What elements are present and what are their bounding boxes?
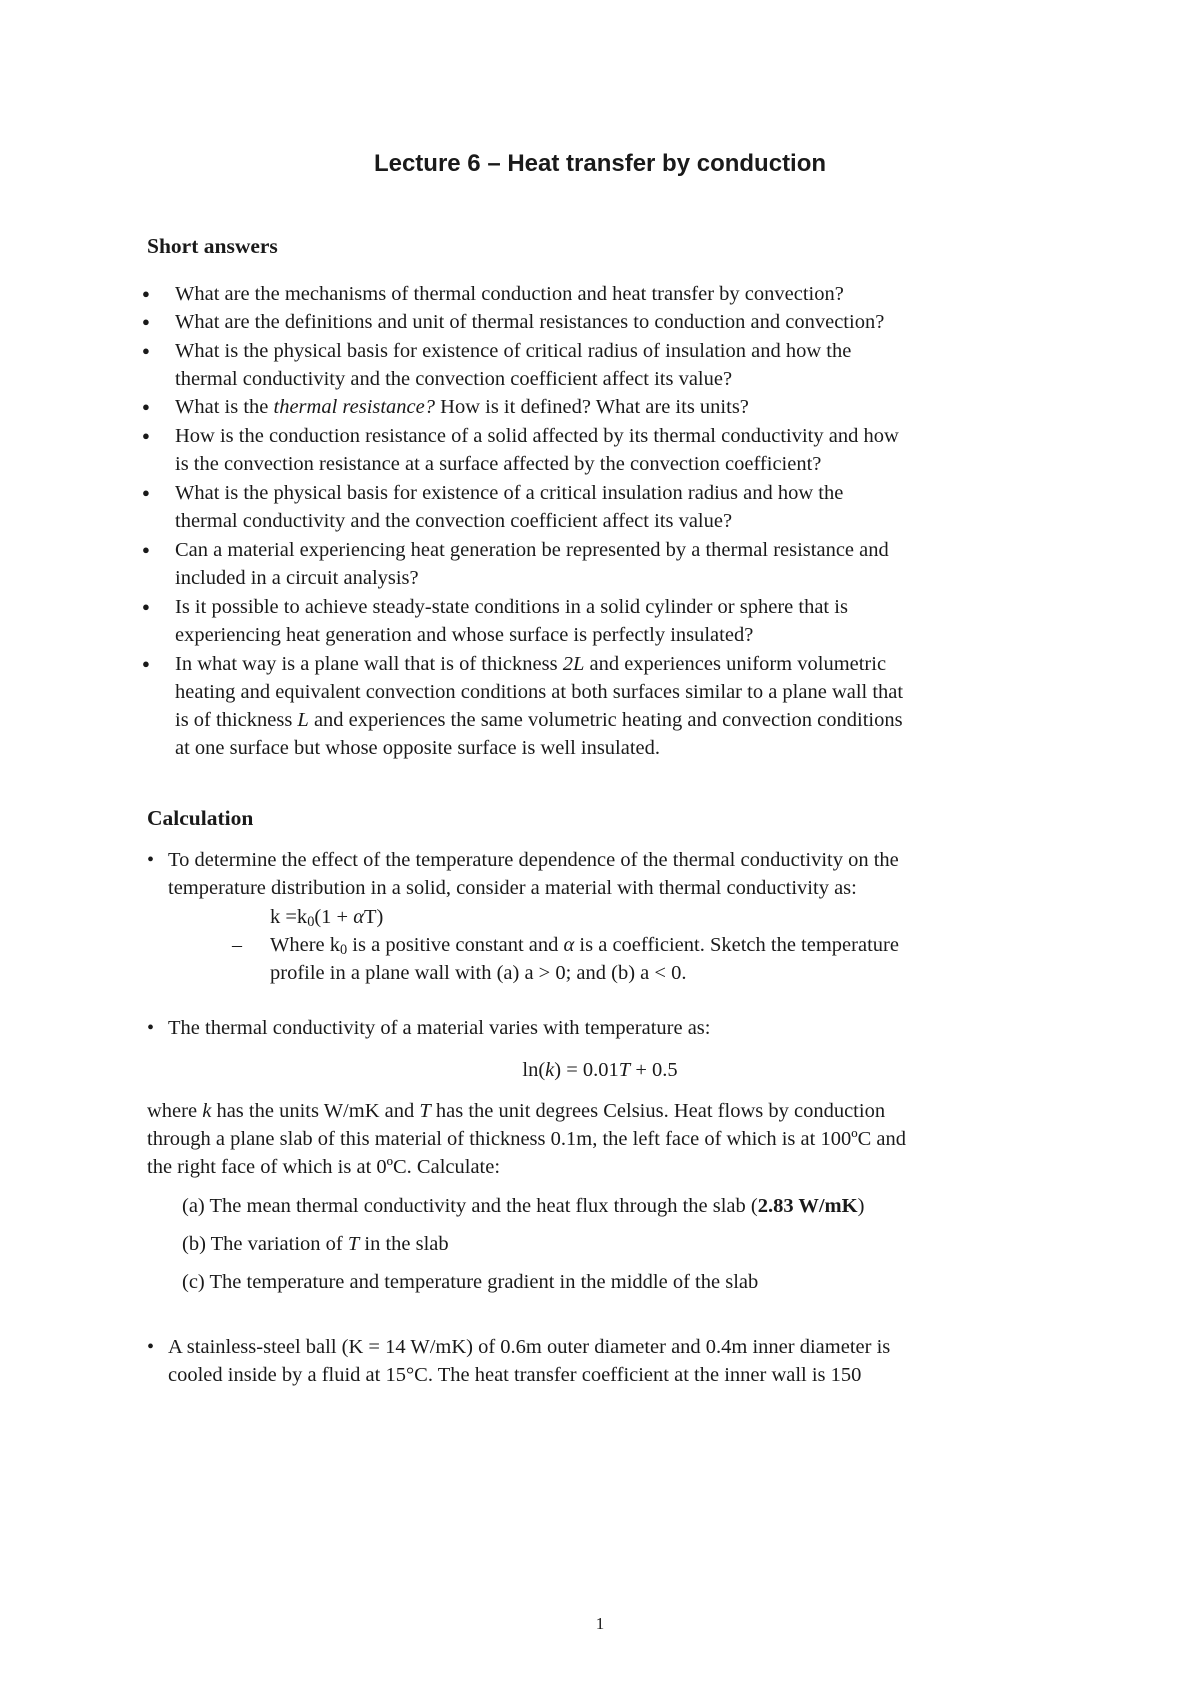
problem-text: The thermal conductivity of a material varies with temperature as: (168, 1017, 711, 1039)
list-item: What is the physical basis for existence of critical radius of insulation and how the (175, 340, 852, 362)
bullet-icon: ● (142, 428, 150, 443)
bullet-icon: ● (142, 343, 150, 358)
dash-bullet-icon: – (232, 934, 242, 956)
bullet-icon: ● (142, 314, 150, 329)
list-item-continuation: heating and equivalent convection conditions at both surfaces similar to a plane wall that (175, 681, 904, 703)
sub-item: Where $k_0$ is a positive constant and α is a coefficient. Sketch the temperature (270, 934, 899, 958)
list-item: What are the mechanisms of thermal conduction and heat transfer by convection? (175, 283, 844, 305)
bullet-icon: • (147, 849, 155, 871)
bullet-icon: • (147, 1017, 155, 1039)
bullet-icon: ● (142, 656, 150, 671)
bullet-icon: ● (142, 286, 150, 301)
sub-question-b: (b) The variation of T in the slab (182, 1233, 449, 1255)
bullet-icon: ● (142, 542, 150, 557)
problem-text: where k has the units W/mK and T has the unit degrees Celsius. Heat flows by conduction (147, 1100, 886, 1122)
problem-text: To determine the effect of the temperature dependence of the thermal conductivity on the (168, 849, 899, 871)
list-item: Is it possible to achieve steady-state conditions in a solid cylinder or sphere that is (175, 596, 848, 618)
sub-item-continuation: profile in a plane wall with (a) a > 0; and (b) a < 0. (270, 962, 687, 984)
list-item: What is the physical basis for existence of a critical insulation radius and how the (175, 482, 844, 504)
bullet-icon: ● (142, 399, 150, 414)
sub-question-a: (a) The mean thermal conductivity and the heat flux through the slab (2.83 W/mK) (182, 1195, 865, 1217)
list-item-continuation: at one surface but whose opposite surface is well insulated. (175, 737, 661, 759)
list-item: What is the thermal resistance? How is it defined? What are its units? (175, 396, 749, 418)
bullet-icon: • (147, 1336, 155, 1358)
list-item: Can a material experiencing heat generation be represented by a thermal resistance and (175, 539, 889, 561)
list-item-continuation: included in a circuit analysis? (175, 567, 419, 589)
problem-text: the right face of which is at 0ºC. Calculate: (147, 1156, 501, 1178)
list-item-continuation: is the convection resistance at a surface affected by the convection coefficient? (175, 453, 822, 475)
section-heading-short-answers: Short answers (147, 234, 278, 258)
problem-text: A stainless-steel ball (K = 14 W/mK) of 0.6m outer diameter and 0.4m inner diameter is (168, 1336, 891, 1358)
list-item-continuation: experiencing heat generation and whose surface is perfectly insulated? (175, 624, 754, 646)
problem-text: through a plane slab of this material of thickness 0.1m, the left face of which is at 100ºC and (147, 1128, 906, 1150)
equation-ln-k: ln(k) = 0.01T + 0.5 (522, 1059, 678, 1081)
problem-text: cooled inside by a fluid at 15°C. The heat transfer coefficient at the inner wall is 150 (168, 1364, 862, 1386)
section-heading-calculation: Calculation (147, 806, 254, 830)
bullet-icon: ● (142, 599, 150, 614)
equation-conductivity: $k =k_0(1 + \alpha T)$ (270, 906, 384, 930)
list-item-continuation: thermal conductivity and the convection coefficient affect its value? (175, 510, 733, 532)
list-item: What are the definitions and unit of thermal resistances to conduction and convection? (175, 311, 885, 333)
list-item: In what way is a plane wall that is of thickness 2L and experiences uniform volumetric (175, 653, 887, 675)
page-number: 1 (595, 1614, 605, 1633)
bullet-icon: ● (142, 485, 150, 500)
page-title: Lecture 6 – Heat transfer by conduction (373, 150, 827, 177)
sub-question-c: (c) The temperature and temperature gradient in the middle of the slab (182, 1271, 759, 1293)
list-item-continuation: thermal conductivity and the convection coefficient affect its value? (175, 368, 733, 390)
list-item-continuation: is of thickness L and experiences the same volumetric heating and convection conditions (175, 709, 903, 731)
list-item: How is the conduction resistance of a solid affected by its thermal conductivity and how (175, 425, 899, 447)
problem-text: temperature distribution in a solid, consider a material with thermal conductivity as: (168, 877, 857, 899)
